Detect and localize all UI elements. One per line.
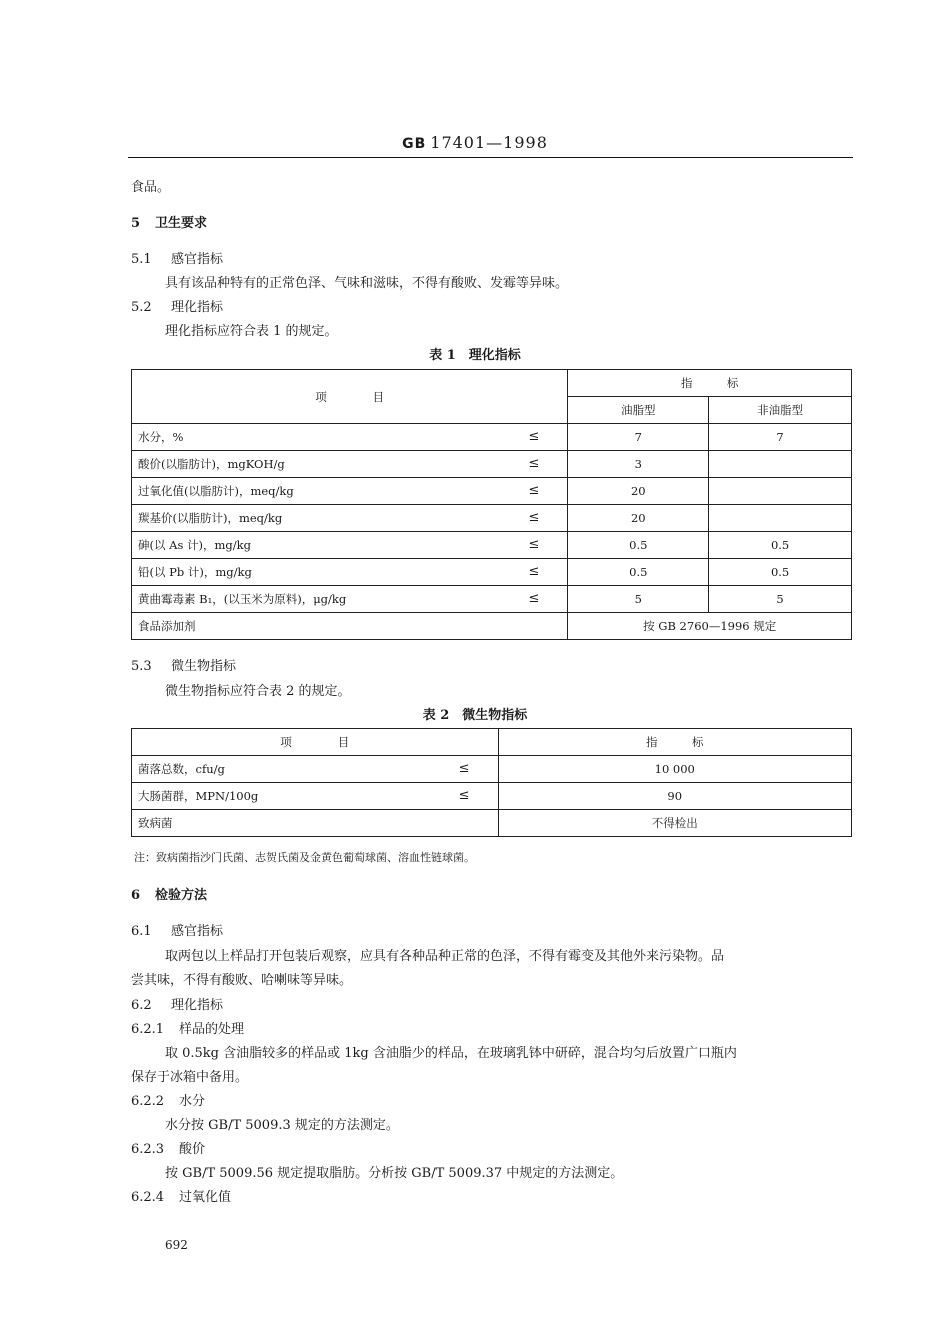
section-6-1-body-line1: 取两包以上样品打开包装后观察，应具有各种品种正常的色泽，不得有霉变及其他外来污染物。品 <box>165 949 725 964</box>
table1-item-cell: 黄曲霉毒素 B₁，(以玉米为原料)，μg/kg ≤ <box>132 586 568 613</box>
table1-value-cell: 7 <box>568 424 709 451</box>
table2-item-cell: 致病菌 <box>132 810 499 837</box>
table2-header-row <box>132 729 852 756</box>
section-6-2-3-heading: 6.2.3 酸价 <box>131 1142 206 1157</box>
table-row <box>132 810 852 837</box>
section-5-3-body: 微生物指标应符合表 2 的规定。 <box>165 684 351 699</box>
table1-value-cell: 20 <box>568 505 709 532</box>
table1-value-cell: 0.5 <box>568 559 709 586</box>
table1-item-cell: 铅(以 Pb 计)，mg/kg ≤ <box>132 559 568 586</box>
table2-value-cell: 不得检出 <box>498 810 852 837</box>
section-6-2-1-heading: 6.2.1 样品的处理 <box>131 1022 245 1037</box>
table2-microbiological <box>131 728 852 837</box>
table1-header-row <box>132 370 852 397</box>
table1-value-cell: 0.5 <box>568 532 709 559</box>
header-rule <box>128 157 853 158</box>
section-6-1-heading: 6.1 感官指标 <box>131 924 224 939</box>
section-6-2-2-body: 水分按 GB/T 5009.3 规定的方法测定。 <box>165 1118 399 1133</box>
table-row <box>132 559 852 586</box>
table2-item-cell: 大肠菌群，MPN/100g ≤ <box>132 783 499 810</box>
section-6-1-body-line2: 尝其味，不得有酸败、哈喇味等异味。 <box>131 973 353 988</box>
table1-item-cell: 砷(以 As 计)，mg/kg ≤ <box>132 532 568 559</box>
table2-value-cell: 10 000 <box>498 756 852 783</box>
section-6-2-1-body-line2: 保存于冰箱中备用。 <box>131 1070 249 1085</box>
table-row <box>132 756 852 783</box>
table1-head-item: 项 目 <box>132 370 568 424</box>
table1-value-cell: 20 <box>568 478 709 505</box>
section-5-2-heading: 5.2 理化指标 <box>131 300 224 315</box>
page-number: 692 <box>165 1238 188 1252</box>
section-6-2-2-heading: 6.2.2 水分 <box>131 1094 206 1109</box>
section-6-2-heading: 6.2 理化指标 <box>131 998 224 1013</box>
table1-head-col1: 油脂型 <box>568 397 709 424</box>
section-6-2-3-body: 按 GB/T 5009.56 规定提取脂肪。分析按 GB/T 5009.37 中规定的方法测定。 <box>165 1166 624 1181</box>
page-header <box>0 133 950 152</box>
table1-value-cell <box>709 505 852 532</box>
section-6-heading: 6 检验方法 <box>131 888 208 903</box>
table1-value-cell: 5 <box>568 586 709 613</box>
table2-item-cell: 菌落总数，cfu/g ≤ <box>132 756 499 783</box>
table2-head-item: 项 目 <box>132 729 499 756</box>
table1-value-cell: 5 <box>709 586 852 613</box>
table-row <box>132 783 852 810</box>
section-5-heading: 5 卫生要求 <box>131 216 208 231</box>
header-std-prefix: GB <box>402 136 427 152</box>
table1-value-cell: 按 GB 2760—1996 规定 <box>568 613 852 640</box>
table1-item-cell: 水分，% ≤ <box>132 424 568 451</box>
section-5-1-body: 具有该品种特有的正常色泽、气味和滋味，不得有酸败、发霉等异味。 <box>165 276 569 291</box>
table1-value-cell <box>709 451 852 478</box>
table-row <box>132 451 852 478</box>
table2-caption: 表 2 微生物指标 <box>422 708 528 723</box>
table1-head-index: 指 标 <box>568 370 852 397</box>
table1-value-cell: 7 <box>709 424 852 451</box>
table1-head-col2: 非油脂型 <box>709 397 852 424</box>
table2-value-cell: 90 <box>498 783 852 810</box>
table1-value-cell <box>709 478 852 505</box>
header-std-number: 17401—1998 <box>430 133 548 152</box>
table2-head-index: 指 标 <box>498 729 852 756</box>
table1-value-cell: 0.5 <box>709 559 852 586</box>
table1-value-cell: 0.5 <box>709 532 852 559</box>
table-row <box>132 424 852 451</box>
table1-value-cell: 3 <box>568 451 709 478</box>
table-row <box>132 505 852 532</box>
table-row <box>132 586 852 613</box>
section-6-2-1-body-line1: 取 0.5kg 含油脂较多的样品或 1kg 含油脂少的样品，在玻璃乳钵中研碎，混合均匀后放置广口瓶内 <box>165 1046 737 1061</box>
table1-item-cell: 食品添加剂 <box>132 613 568 640</box>
table1-item-cell: 酸价(以脂肪计)，mgKOH/g ≤ <box>132 451 568 478</box>
continuation-text: 食品。 <box>131 180 171 195</box>
table-row <box>132 478 852 505</box>
section-5-1-heading: 5.1 感官指标 <box>131 252 224 267</box>
table-row <box>132 613 852 640</box>
table1-item-cell: 过氧化值(以脂肪计)，meq/kg ≤ <box>132 478 568 505</box>
table2-note: 注：致病菌指沙门氏菌、志贺氏菌及金黄色葡萄球菌、溶血性链球菌。 <box>134 851 475 864</box>
table1-physicochemical <box>131 369 852 640</box>
table1-caption: 表 1 理化指标 <box>429 348 521 363</box>
section-6-2-4-heading: 6.2.4 过氧化值 <box>131 1190 232 1205</box>
table-row <box>132 532 852 559</box>
section-5-3-heading: 5.3 微生物指标 <box>131 659 237 674</box>
section-5-2-body: 理化指标应符合表 1 的规定。 <box>165 324 338 339</box>
table1-item-cell: 羰基价(以脂肪计)，meq/kg ≤ <box>132 505 568 532</box>
